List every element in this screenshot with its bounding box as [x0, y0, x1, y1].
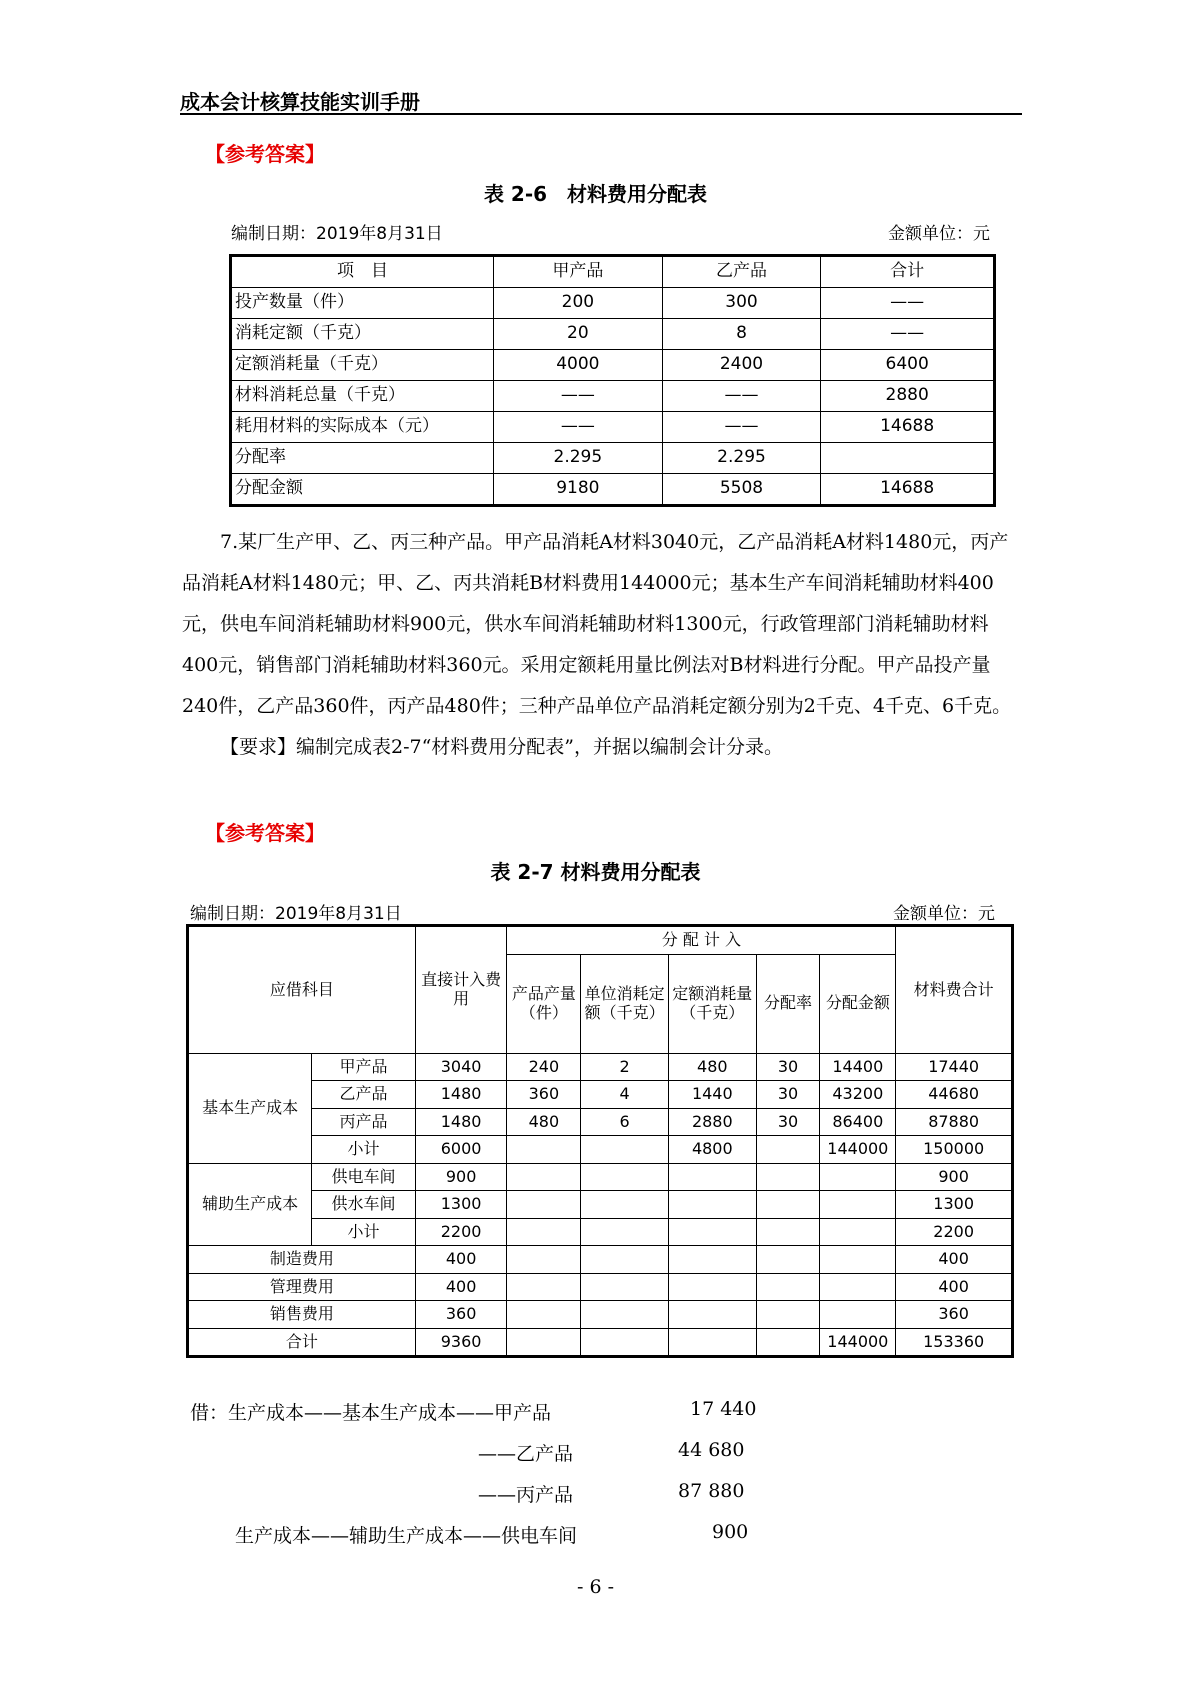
table-row	[231, 381, 995, 412]
row-label: 定额消耗量（千克）	[231, 350, 494, 381]
journal-line-text: ——丙产品	[478, 1484, 574, 1506]
cell: 6	[581, 1108, 669, 1136]
cell: 43200	[820, 1081, 896, 1109]
running-header-title: 成本会计核算技能实训手册	[180, 90, 420, 114]
table-row	[231, 443, 995, 474]
row-label: 供水车间	[312, 1191, 415, 1219]
row-label: 小计	[312, 1136, 415, 1164]
table-row-total	[188, 1328, 1013, 1357]
journal-line-amount: 87 880	[678, 1480, 745, 1502]
row-label: 销售费用	[188, 1301, 416, 1329]
row-label: 乙产品	[312, 1081, 415, 1109]
row-label: 甲产品	[312, 1053, 415, 1081]
problem-text	[182, 522, 1020, 768]
header-cell: 项 目	[231, 256, 494, 288]
cell: ——	[821, 288, 995, 319]
answer-label: 【参考答案】	[205, 821, 325, 845]
cell: 8	[662, 319, 821, 350]
cell: 900	[415, 1163, 507, 1191]
cell: 4	[581, 1081, 669, 1109]
cell: 2200	[415, 1218, 507, 1246]
cell: 2880	[821, 381, 995, 412]
table-row	[188, 1191, 1013, 1219]
cell	[756, 1136, 820, 1164]
material-allocation-table-2-6	[229, 254, 996, 507]
header-cell: 合计	[821, 256, 995, 288]
cell: 144000	[820, 1328, 896, 1357]
row-label: 管理费用	[188, 1273, 416, 1301]
cell: 1300	[896, 1191, 1013, 1219]
cell: 150000	[896, 1136, 1013, 1164]
table-row	[231, 350, 995, 381]
cell: 400	[415, 1246, 507, 1274]
cell: ——	[494, 381, 663, 412]
header-unit-norm: 单位消耗定额（千克）	[581, 954, 669, 1053]
header-norm-consumption: 定额消耗量（千克）	[668, 954, 756, 1053]
cell: 480	[507, 1108, 581, 1136]
cell: 87880	[896, 1108, 1013, 1136]
table-row	[188, 1136, 1013, 1164]
journal-line-amount: 44 680	[678, 1439, 745, 1461]
table2-unit: 金额单位：元	[893, 904, 995, 924]
cell: ——	[662, 412, 821, 443]
table1-date: 编制日期：2019年8月31日	[231, 224, 443, 244]
row-label: 材料消耗总量（千克）	[231, 381, 494, 412]
table-row	[188, 1273, 1013, 1301]
header-total: 材料费合计	[896, 926, 1013, 1054]
cell: ——	[494, 412, 663, 443]
table-row	[231, 474, 995, 506]
table-row	[188, 1108, 1013, 1136]
cell: 3040	[415, 1053, 507, 1081]
cell: 9180	[494, 474, 663, 506]
row-label: 耗用材料的实际成本（元）	[231, 412, 494, 443]
table1-unit: 金额单位：元	[888, 224, 990, 244]
cell: 900	[896, 1163, 1013, 1191]
requirement-paragraph: 【要求】编制完成表2-7“材料费用分配表”，并据以编制会计分录。	[220, 736, 784, 758]
cell: 2880	[668, 1108, 756, 1136]
cell: 30	[756, 1053, 820, 1081]
row-label: 小计	[312, 1218, 415, 1246]
cell: 9360	[415, 1328, 507, 1357]
row-label: 供电车间	[312, 1163, 415, 1191]
cell: 20	[494, 319, 663, 350]
cell	[507, 1136, 581, 1164]
cell: 400	[415, 1273, 507, 1301]
cell: 17440	[896, 1053, 1013, 1081]
cell: 2	[581, 1053, 669, 1081]
cell: 44680	[896, 1081, 1013, 1109]
cell: 360	[415, 1301, 507, 1329]
cell: 144000	[820, 1136, 896, 1164]
cell	[821, 443, 995, 474]
cell: 4800	[668, 1136, 756, 1164]
row-label: 分配率	[231, 443, 494, 474]
cell: 86400	[820, 1108, 896, 1136]
journal-line-text: 生产成本——辅助生产成本——供电车间	[235, 1525, 578, 1547]
cell: 2200	[896, 1218, 1013, 1246]
cell: 240	[507, 1053, 581, 1081]
table-row	[231, 412, 995, 443]
cell: 1480	[415, 1081, 507, 1109]
cell: 1300	[415, 1191, 507, 1219]
answer-label: 【参考答案】	[205, 142, 325, 166]
table-row	[231, 319, 995, 350]
cell: 360	[507, 1081, 581, 1109]
row-label: 丙产品	[312, 1108, 415, 1136]
cell: 2.295	[494, 443, 663, 474]
cell	[581, 1136, 669, 1164]
problem-paragraph: 7.某厂生产甲、乙、丙三种产品。甲产品消耗A材料3040元，乙产品消耗A材料1480元，丙产品消耗A材料1480元；甲、乙、丙共消耗B材料费用144000元；基本生产车间消耗辅助材料400元，供电车间消耗辅助材料900元，供水车间消耗辅助材料1300元，行政管理部门消耗辅助材料400元，销售部门消耗辅助材料360元。采用定额耗用量比例法对B材料进行分配。甲产品投产量240件，乙产品360件，丙产品480件；三种产品单位产品消耗定额分别为2千克、4千克、6千克。	[182, 531, 1012, 717]
cell: 14400	[820, 1053, 896, 1081]
cell: 6000	[415, 1136, 507, 1164]
table-row	[188, 1218, 1013, 1246]
header-cell: 乙产品	[662, 256, 821, 288]
table-header-row	[231, 256, 995, 288]
header-direct: 直接计入费用	[415, 926, 507, 1054]
journal-line-text: 借：生产成本——基本生产成本——甲产品	[190, 1402, 552, 1424]
journal-line-text: ——乙产品	[478, 1443, 574, 1465]
journal-line-amount: 900	[712, 1521, 749, 1543]
cell: ——	[662, 381, 821, 412]
cell: 400	[896, 1273, 1013, 1301]
header-allocated: 分 配 计 入	[507, 926, 896, 955]
cell: 1480	[415, 1108, 507, 1136]
cell: 480	[668, 1053, 756, 1081]
cell: 400	[896, 1246, 1013, 1274]
table-row	[188, 1246, 1013, 1274]
cell: 30	[756, 1108, 820, 1136]
cell: 14688	[821, 412, 995, 443]
header-rate: 分配率	[756, 954, 820, 1053]
cell: 14688	[821, 474, 995, 506]
table2-caption: 表 2-7 材料费用分配表	[490, 860, 701, 884]
table-row	[188, 1053, 1013, 1081]
header-qty: 产品产量（件）	[507, 954, 581, 1053]
cell: ——	[821, 319, 995, 350]
header-rule	[180, 113, 1022, 115]
cell: 2400	[662, 350, 821, 381]
cell: 30	[756, 1081, 820, 1109]
table-row	[188, 1301, 1013, 1329]
journal-line-amount: 17 440	[690, 1398, 757, 1420]
row-label: 分配金额	[231, 474, 494, 506]
table1-caption: 表 2-6 材料费用分配表	[483, 182, 708, 206]
table-row	[188, 1163, 1013, 1191]
cell: 153360	[896, 1328, 1013, 1357]
group-aux-production: 辅助生产成本	[188, 1163, 312, 1246]
cell: 200	[494, 288, 663, 319]
table-row	[188, 1081, 1013, 1109]
row-label: 制造费用	[188, 1246, 416, 1274]
cell: 5508	[662, 474, 821, 506]
row-label: 消耗定额（千克）	[231, 319, 494, 350]
page-number: - 6 -	[576, 1576, 614, 1598]
cell: 6400	[821, 350, 995, 381]
cell: 4000	[494, 350, 663, 381]
material-allocation-table-2-7	[186, 924, 1014, 1358]
table-row	[231, 288, 995, 319]
header-cell: 甲产品	[494, 256, 663, 288]
header-account: 应借科目	[188, 926, 416, 1054]
cell: 360	[896, 1301, 1013, 1329]
table2-date: 编制日期：2019年8月31日	[190, 904, 402, 924]
cell: 2.295	[662, 443, 821, 474]
cell: 1440	[668, 1081, 756, 1109]
row-label: 合计	[188, 1328, 416, 1357]
cell: 300	[662, 288, 821, 319]
row-label: 投产数量（件）	[231, 288, 494, 319]
group-basic-production: 基本生产成本	[188, 1053, 312, 1163]
header-amount: 分配金额	[820, 954, 896, 1053]
table-header-row	[188, 926, 1013, 955]
